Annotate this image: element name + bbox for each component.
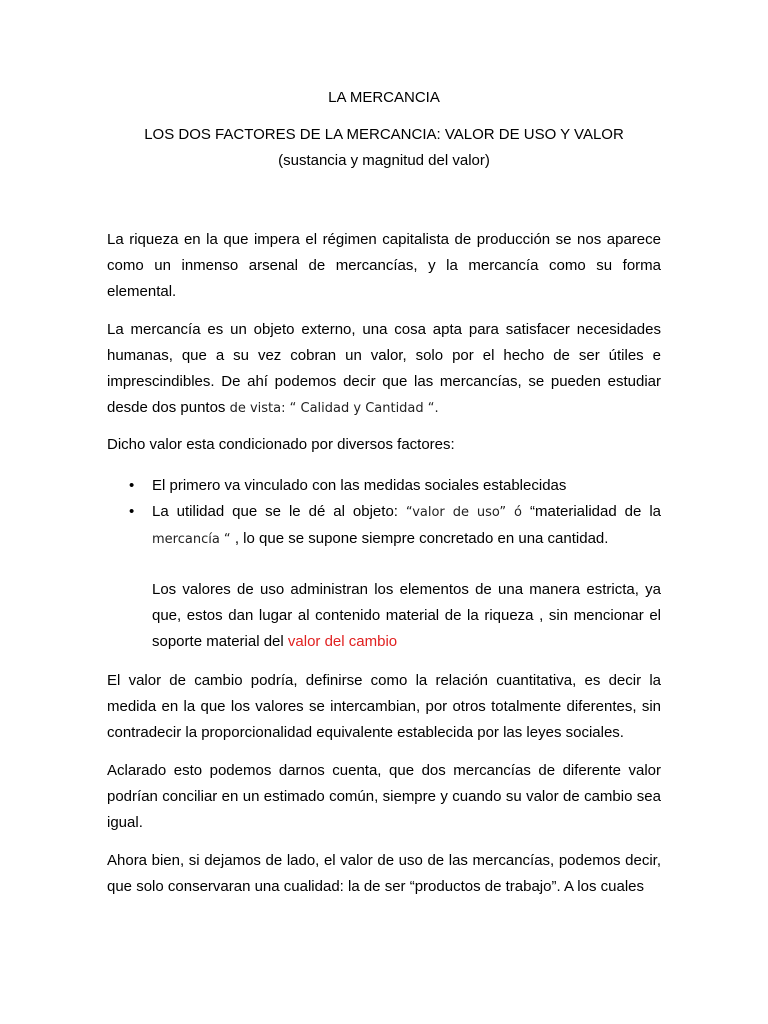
paragraph-mercancia-objeto: [107, 317, 661, 422]
paragraph-span: Los valores de uso administran los elementos de una manera estricta, ya que, estos dan lugar al contenido material de la riqueza , sin mencionar el soporte material del: [152, 581, 661, 650]
paragraph-riqueza: [107, 227, 661, 305]
paragraph-text: [107, 848, 661, 900]
bullet-icon: •: [129, 477, 135, 494]
list-item-text: , lo que se supone siempre concretado en una cantidad.: [230, 530, 609, 547]
document-subtitle: LOS DOS FACTORES DE LA MERCANCIA: VALOR DE USO Y VALOR: [144, 126, 624, 143]
paragraph-valores-de-uso: [152, 577, 661, 655]
paragraph-factores: [107, 432, 661, 458]
list-item: [107, 499, 661, 553]
paragraph-span: Ahora bien, si dejamos de lado, el valor de uso de las mercancías, podemos decir, que solo conservaran una cualidad: la de ser: [107, 852, 661, 895]
list-item-text-alt: “valor de uso” ó: [405, 505, 523, 520]
paragraph-span-alt: de vista: “ Calidad y Cantidad “.: [229, 401, 439, 416]
paragraph-aclarado: [107, 758, 661, 836]
paragraph-span-quote: “productos de trabajo”: [409, 878, 557, 895]
list-item-text-alt: mercancía “: [152, 532, 231, 547]
document-title: LA MERCANCIA: [328, 89, 440, 106]
paragraph-span: La mercancía es un objeto externo, una cosa apta para satisfacer necesidades humanas, que a su vez cobran un valor, solo por el hecho de ser útiles e imprescindibles. De ahí podemos decir que las mercancías, se pueden estudiar desde dos puntos: [107, 321, 661, 416]
paragraph-text: [107, 317, 661, 422]
paragraph-text: El valor de cambio podría, definirse como la relación cuantitativa, es decir la medida en la que los valores se intercambian, por otros totalmente diferentes, sin contradecir la proporcionalidad equivalente establecida por las leyes sociales.: [107, 672, 661, 741]
valor-del-cambio-link[interactable]: valor del cambio: [287, 633, 398, 650]
document-subtitle-note: (sustancia y magnitud del valor): [278, 152, 490, 169]
bullet-list: [107, 473, 661, 553]
paragraph-text: Dicho valor esta condicionado por diversos factores:: [107, 436, 455, 453]
list-item: [107, 473, 661, 499]
paragraph-text: La riqueza en la que impera el régimen capitalista de producción se nos aparece como un inmenso arsenal de mercancías, y la mercancía como su forma elemental.: [107, 231, 661, 300]
paragraph-text: Aclarado esto podemos darnos cuenta, que dos mercancías de diferente valor podrían conciliar en un estimado común, siempre y cuando su valor de cambio sea igual.: [107, 762, 661, 831]
paragraph-ahora-bien: [107, 848, 661, 900]
list-item-text: La utilidad que se le dé al objeto:: [152, 503, 406, 520]
list-item-text: “materialidad de la: [522, 503, 661, 520]
paragraph-span: . A los cuales: [556, 878, 645, 895]
paragraph-valor-de-cambio: [107, 668, 661, 746]
list-item-text: El primero va vinculado con las medidas sociales establecidas: [152, 477, 567, 494]
bullet-icon: •: [129, 503, 135, 520]
